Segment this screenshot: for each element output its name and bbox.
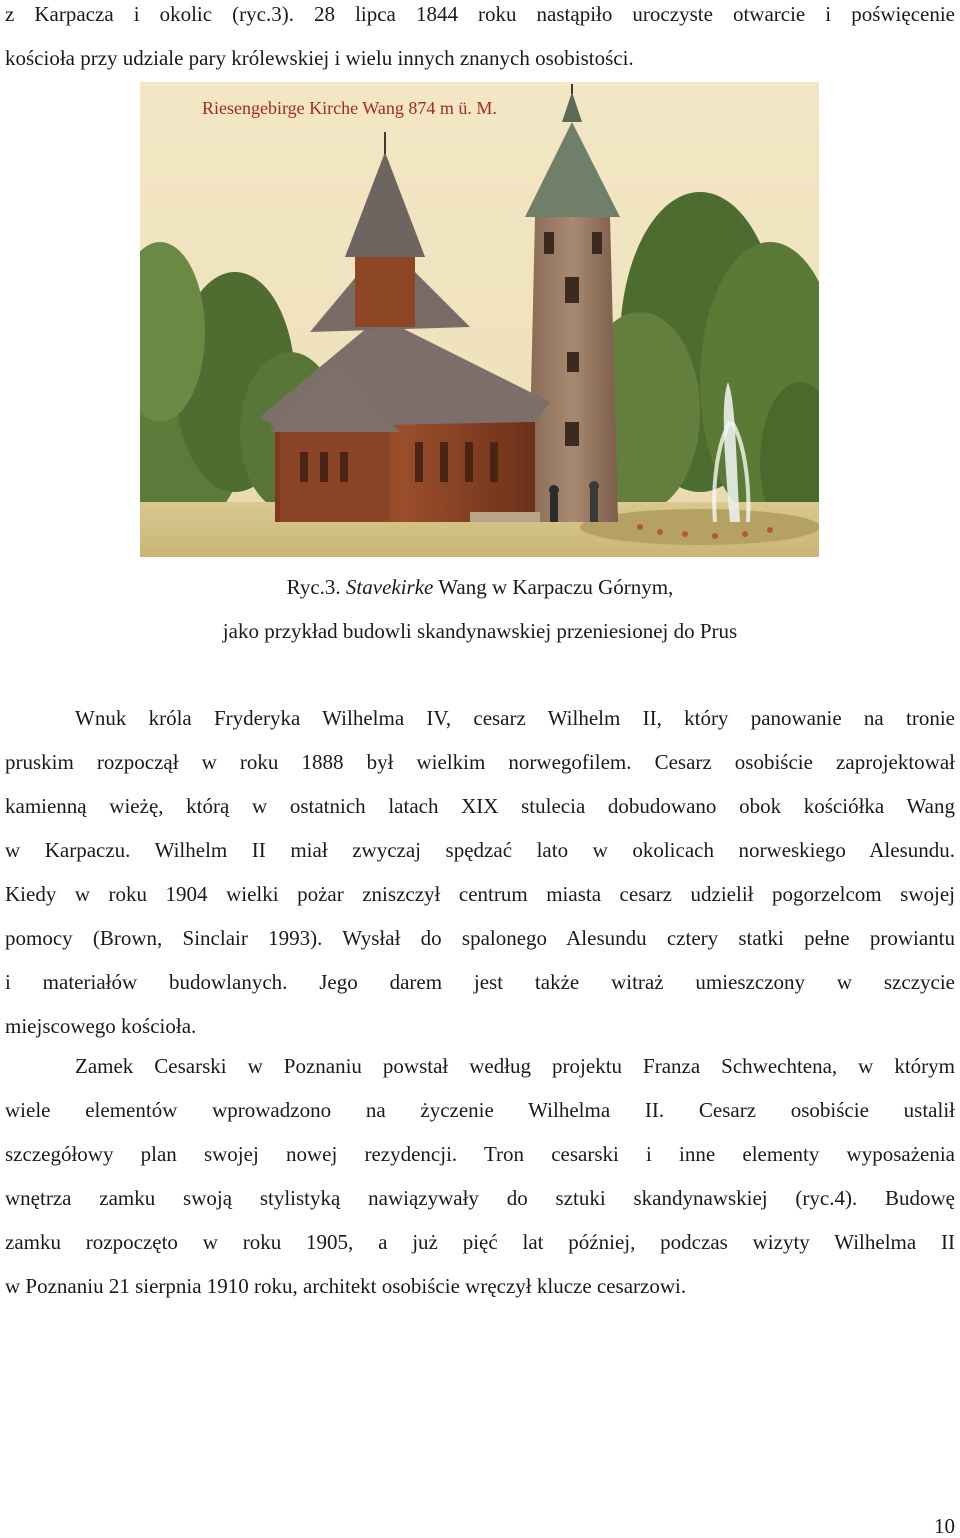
text-line: i materiałów budowlanych. Jego darem jest także witraż umieszczony w szczycie xyxy=(5,970,955,994)
caption-label: Ryc.3. xyxy=(286,575,341,599)
caption-line: jako przykład budowli skandynawskiej przeniesionej do Prus xyxy=(222,619,738,643)
text-line: pomocy (Brown, Sinclair 1993). Wysłał do spalonego Alesundu cztery statki pełne prowiantu xyxy=(5,926,955,950)
text-line: kamienną wieżę, którą w ostatnich latach XIX stulecia dobudowano obok kościółka Wang xyxy=(5,794,955,818)
text-line: szczegółowy plan swojej nowej rezydencji. Tron cesarski i inne elementy wyposażenia xyxy=(5,1142,955,1166)
caption-italic-term: Stavekirke xyxy=(345,575,434,599)
figure-caption xyxy=(0,573,960,661)
text-line: Wnuk króla Fryderyka Wilhelma IV, cesarz Wilhelm II, który panowanie na tronie xyxy=(75,706,955,730)
paragraph-wilhelm xyxy=(5,704,955,1056)
caption-rest: Wang w Karpaczu Górnym, xyxy=(438,575,674,599)
text-line: pruskim rozpoczął w roku 1888 był wielkim norwegofilem. Cesarz osobiście zaprojektował xyxy=(5,750,955,774)
paragraph-poznan-castle xyxy=(5,1052,955,1316)
text-line: z Karpacza i okolic (ryc.3). 28 lipca 1844 roku nastąpiło uroczyste otwarcie i poświęcenie xyxy=(5,2,955,26)
text-line: kościoła przy udziale pary królewskiej i wielu innych znanych osobistości. xyxy=(5,46,634,70)
page-number: 10 xyxy=(934,1514,955,1538)
text-line: wiele elementów wprowadzono na życzenie Wilhelma II. Cesarz osobiście ustalił xyxy=(5,1098,955,1122)
text-line: miejscowego kościoła. xyxy=(5,1014,197,1038)
text-line: zamku rozpoczęto w roku 1905, a już pięć lat później, podczas wizyty Wilhelma II xyxy=(5,1230,955,1254)
caption-line xyxy=(0,573,960,617)
text-line: w Poznaniu 21 sierpnia 1910 roku, architekt osobiście wręczył klucze cesarzowi. xyxy=(5,1274,687,1298)
text-line: wnętrza zamku swoją stylistyką nawiązywały do sztuki skandynawskiej (ryc.4). Budowę xyxy=(5,1186,955,1210)
church-postcard-image xyxy=(140,82,819,557)
top-text xyxy=(5,0,955,88)
text-line: Zamek Cesarski w Poznaniu powstał według projektu Franza Schwechtena, w którym xyxy=(75,1054,955,1078)
text-line: Kiedy w roku 1904 wielki pożar zniszczył centrum miasta cesarz udzielił pogorzelcom swojej xyxy=(5,882,955,906)
postcard-caption: Riesengebirge Kirche Wang 874 m ü. M. xyxy=(202,98,497,118)
text-line: w Karpaczu. Wilhelm II miał zwyczaj spędzać lato w okolicach norweskiego Alesundu. xyxy=(5,838,955,862)
